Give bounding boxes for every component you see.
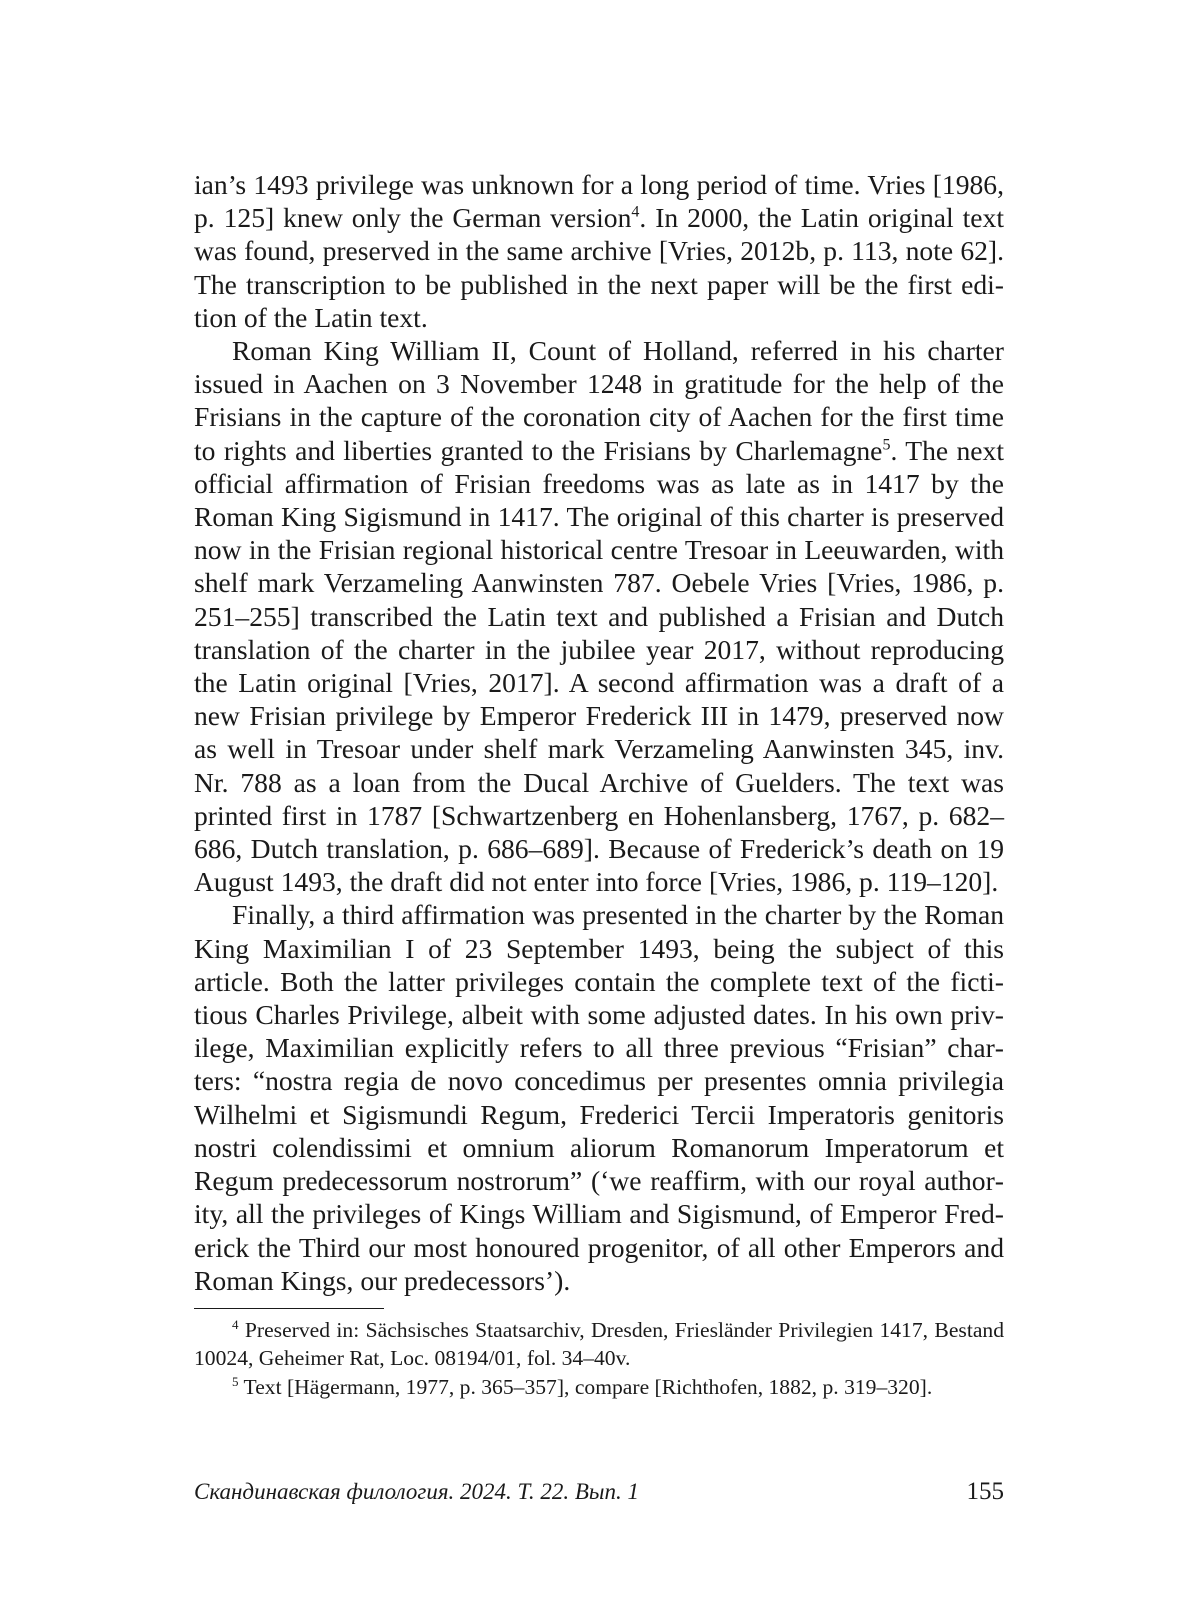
footnote-divider (194, 1308, 384, 1309)
footnote-ref-5[interactable]: 5 (882, 436, 891, 454)
paragraph-1 (194, 168, 1004, 334)
paragraph-3: Finally, a third affirmation was presented in the charter by the Roman King Maximilian I of 23 September 1493, being the subject of this article. Both the latter privileges contain the complete text of the fictitious Charles Privilege, albeit with some adjusted dates. In his own privilege, Maximilian explicitly refers to all three previous “Frisian” charters: “nostra regia de novo concedimus per presentes omnia privilegia Wilhelmi et Sigismundi Regum, Frederici Tercii Imperatoris genitoris nostri colendissimi et omnium aliorum Romanorum Imperatorum et Regum predecessorum nostrorum” (‘we reaffirm, with our royal authority, all the privileges of Kings William and Sigismund, of Emperor Frederick the Third our most honoured progenitor, of all other Emperors and Roman Kings, our predecessors’). (194, 899, 1004, 1296)
footnote-4-text: Preserved in: Sächsisches Staatsarchiv, Dresden, Friesländer Privilegien 1417, Bestand 10024, Geheimer Rat, Loc. 08194/01, fol. 34–40v. (194, 1317, 1004, 1371)
footnote-5 (194, 1373, 1004, 1402)
paragraph-1-text-a: ian’s 1493 privilege was unknown for a long period of time. Vries [1986, p. 125] knew only the German version (194, 169, 1004, 234)
footnote-4-number: 4 (232, 1317, 239, 1333)
article-body (194, 168, 1004, 1297)
page-content (194, 168, 1004, 1401)
paragraph-1-text-b: . In 2000, the Latin original text was found, preserved in the same archive [Vries, 2012b, p. 113, note 62]. The transcription to be published in the next paper will be the first edition of the Latin text. (194, 202, 1004, 333)
footnote-4 (194, 1316, 1004, 1373)
footnotes (194, 1316, 1004, 1402)
journal-citation: Скандинавская филология. 2024. Т. 22. Вып. 1 (194, 1479, 640, 1504)
footnote-5-text: Text [Hägermann, 1977, p. 365–357], compare [Richthofen, 1882, p. 319–320]. (238, 1374, 933, 1399)
running-footer (194, 1478, 1004, 1506)
paragraph-2 (194, 334, 1004, 898)
footnote-5-number: 5 (232, 1374, 239, 1390)
page-number: 155 (966, 1478, 1004, 1505)
paragraph-2-text-b: . The next official affirmation of Frisian freedoms was as late as in 1417 by the Roman King Sigismund in 1417. The original of this charter is preserved now in the Frisian regional historical centre Tresoar in Leeuwarden, with shelf mark Verzameling Aanwinsten 787. Oebele Vries [Vries, 1986, p. 251–255] transcribed the Latin text and published a Frisian and Dutch translation of the charter in the jubilee year 2017, without reproducing the Latin original [Vries, 2017]. A second affirmation was a draft of a new Frisian privilege by Emperor Frederick III in 1479, preserved now as well in Tresoar under shelf mark Verzameling Aanwinsten 345, inv. Nr. 788 as a loan from the Ducal Archive of Guelders. The text was printed first in 1787 [Schwartzenberg en Hohenlansberg, 1767, p. 682–686, Dutch translation, p. 686–689]. Because of Frederick’s death on 19 August 1493, the draft did not enter into force [Vries, 1986, p. 119–120]. (194, 434, 1004, 898)
footnote-ref-4[interactable]: 4 (631, 203, 640, 221)
paragraph-2-text-a: Roman King William II, Count of Holland, referred in his charter issued in Aachen on 3 November 1248 in gratitude for the help of the Frisians in the capture of the coronation city of Aachen for the first time to rights and liberties granted to the Frisians by Charlemagne (194, 335, 1004, 466)
